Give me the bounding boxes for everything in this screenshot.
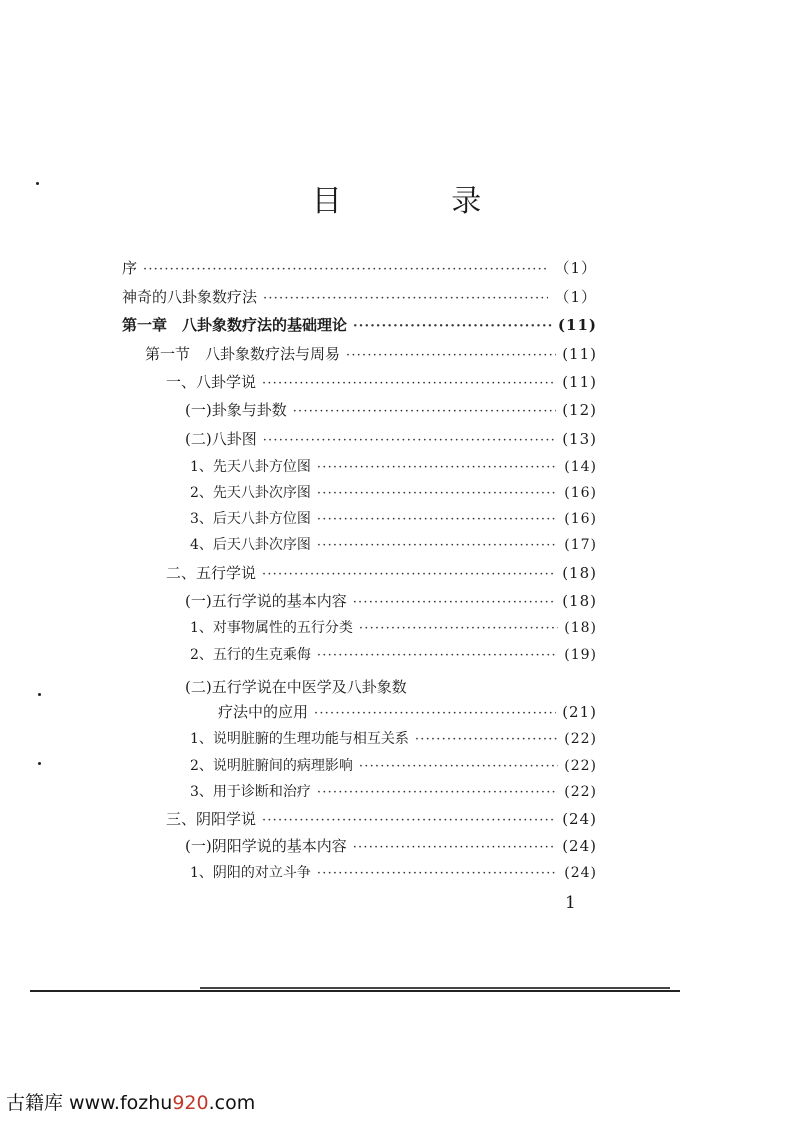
scan-speck <box>36 182 39 185</box>
toc-entry <box>166 806 597 832</box>
toc-entry-title: 二、五行学说 <box>166 564 257 582</box>
toc-entry-page: (16) <box>564 511 597 527</box>
toc-leader-dots <box>262 562 556 588</box>
toc-entry-title: 第一章 八卦象数疗法的基础理论 <box>122 316 348 334</box>
toc-entry <box>190 860 597 886</box>
toc-leader-dots <box>143 257 548 283</box>
toc-entry <box>145 341 597 367</box>
toc-entry <box>166 560 597 586</box>
footer-number: 920 <box>172 1092 209 1114</box>
toc-leader-dots <box>262 808 556 834</box>
toc-entry-page: (14) <box>564 459 597 475</box>
toc-entry-page: (13) <box>562 430 597 448</box>
toc-leader-dots <box>415 727 558 753</box>
toc-entry-title: 2、先天八卦次序图 <box>190 485 311 501</box>
toc-entry-title: 序 <box>122 259 138 277</box>
toc-entry-page: (24) <box>562 810 597 828</box>
toc-leader-dots <box>317 643 558 669</box>
toc-entry-title: (一)阴阳学说的基本内容 <box>185 837 347 855</box>
toc-entry-page: (22) <box>564 731 597 747</box>
bottom-rule-upper <box>200 987 670 989</box>
toc-entry <box>190 506 597 532</box>
toc-entry-title: 1、对事物属性的五行分类 <box>190 620 353 636</box>
toc-entry-title: 4、后天八卦次序图 <box>190 537 311 553</box>
toc-entry-title: 1、先天八卦方位图 <box>190 459 311 475</box>
toc-entry-title: (一)五行学说的基本内容 <box>185 592 347 610</box>
toc-entry-page: (11) <box>557 316 597 334</box>
toc-entry-title: 三、阴阳学说 <box>166 810 257 828</box>
toc-entry-title: 3、用于诊断和治疗 <box>190 784 311 800</box>
toc-entry <box>190 779 597 805</box>
toc-entry-page: (17) <box>564 537 597 553</box>
toc-leader-dots <box>359 616 558 642</box>
toc-entry <box>190 753 597 779</box>
toc-entry <box>190 615 597 641</box>
toc-leader-dots <box>317 507 558 533</box>
toc-leader-dots <box>317 481 558 507</box>
toc-entry-title: (一)卦象与卦数 <box>185 401 287 419</box>
toc-entry-title: 2、五行的生克乘侮 <box>190 647 311 663</box>
toc-leader-dots <box>262 371 556 397</box>
toc-leader-dots <box>317 533 558 559</box>
toc-entry-page: (16) <box>564 485 597 501</box>
toc-leader-dots <box>314 701 556 727</box>
toc-entry-page: (18) <box>564 620 597 636</box>
toc-entry-title: 第一节 八卦象数疗法与周易 <box>145 345 341 363</box>
toc-entry <box>122 284 597 310</box>
toc-entry-title: 1、说明脏腑的生理功能与相互关系 <box>190 731 409 747</box>
toc-entry-page: (18) <box>562 592 597 610</box>
scan-speck <box>38 693 41 696</box>
toc-leader-dots <box>359 754 558 780</box>
footer-prefix: 古籍库 www.fozhu <box>6 1092 173 1114</box>
toc-entry-page: (22) <box>564 758 597 774</box>
page-title: 目 录 <box>311 184 532 219</box>
toc-entry <box>122 255 597 281</box>
toc-entry <box>190 726 597 752</box>
toc-entry-title: 神奇的八卦象数疗法 <box>122 288 258 306</box>
toc-entry-page: （1） <box>554 288 597 306</box>
footer-suffix: .com <box>208 1092 256 1114</box>
toc-leader-dots <box>353 590 556 616</box>
toc-entry-page: (24) <box>562 837 597 855</box>
toc-entry <box>218 699 597 725</box>
toc-entry <box>190 454 597 480</box>
toc-leader-dots <box>353 835 556 861</box>
scan-speck <box>38 762 41 765</box>
toc-leader-dots <box>346 343 556 369</box>
toc-entry <box>185 674 407 700</box>
toc-leader-dots <box>263 428 556 454</box>
toc-entry-page: (12) <box>562 401 597 419</box>
toc-entry-page: (21) <box>562 703 597 721</box>
toc-entry-page: (11) <box>562 373 597 391</box>
toc-entry <box>190 480 597 506</box>
toc-leader-dots <box>317 455 558 481</box>
toc-entry-page: (11) <box>562 345 597 363</box>
toc-entry-title: (二)八卦图 <box>185 430 257 448</box>
toc-entry-page: (24) <box>564 865 597 881</box>
toc-entry <box>185 588 597 614</box>
toc-entry-title: 1、阴阳的对立斗争 <box>190 865 311 881</box>
toc-entry <box>185 833 597 859</box>
toc-entry <box>185 397 597 423</box>
page-number: 1 <box>565 893 576 913</box>
toc-entry-page: (18) <box>562 564 597 582</box>
toc-entry-page: (19) <box>564 647 597 663</box>
toc-entry-title: (二)五行学说在中医学及八卦象数 <box>185 678 407 696</box>
toc-entry <box>190 642 597 668</box>
toc-entry-title: 疗法中的应用 <box>218 703 309 721</box>
toc-entry <box>166 369 597 395</box>
toc-leader-dots <box>317 861 558 887</box>
toc-leader-dots <box>353 314 552 340</box>
toc-entry <box>185 426 597 452</box>
watermark-footer <box>6 1088 255 1115</box>
toc-entry-title: 2、说明脏腑间的病理影响 <box>190 758 353 774</box>
bottom-rule <box>30 990 680 992</box>
toc-entry <box>122 312 597 338</box>
toc-entry-title: 一、八卦学说 <box>166 373 257 391</box>
toc-leader-dots <box>317 780 558 806</box>
toc-leader-dots <box>293 399 556 425</box>
toc-leader-dots <box>263 286 548 312</box>
toc-entry <box>190 532 597 558</box>
toc-entry-page: （1） <box>554 259 597 277</box>
toc-entry-page: (22) <box>564 784 597 800</box>
toc-entry-title: 3、后天八卦方位图 <box>190 511 311 527</box>
